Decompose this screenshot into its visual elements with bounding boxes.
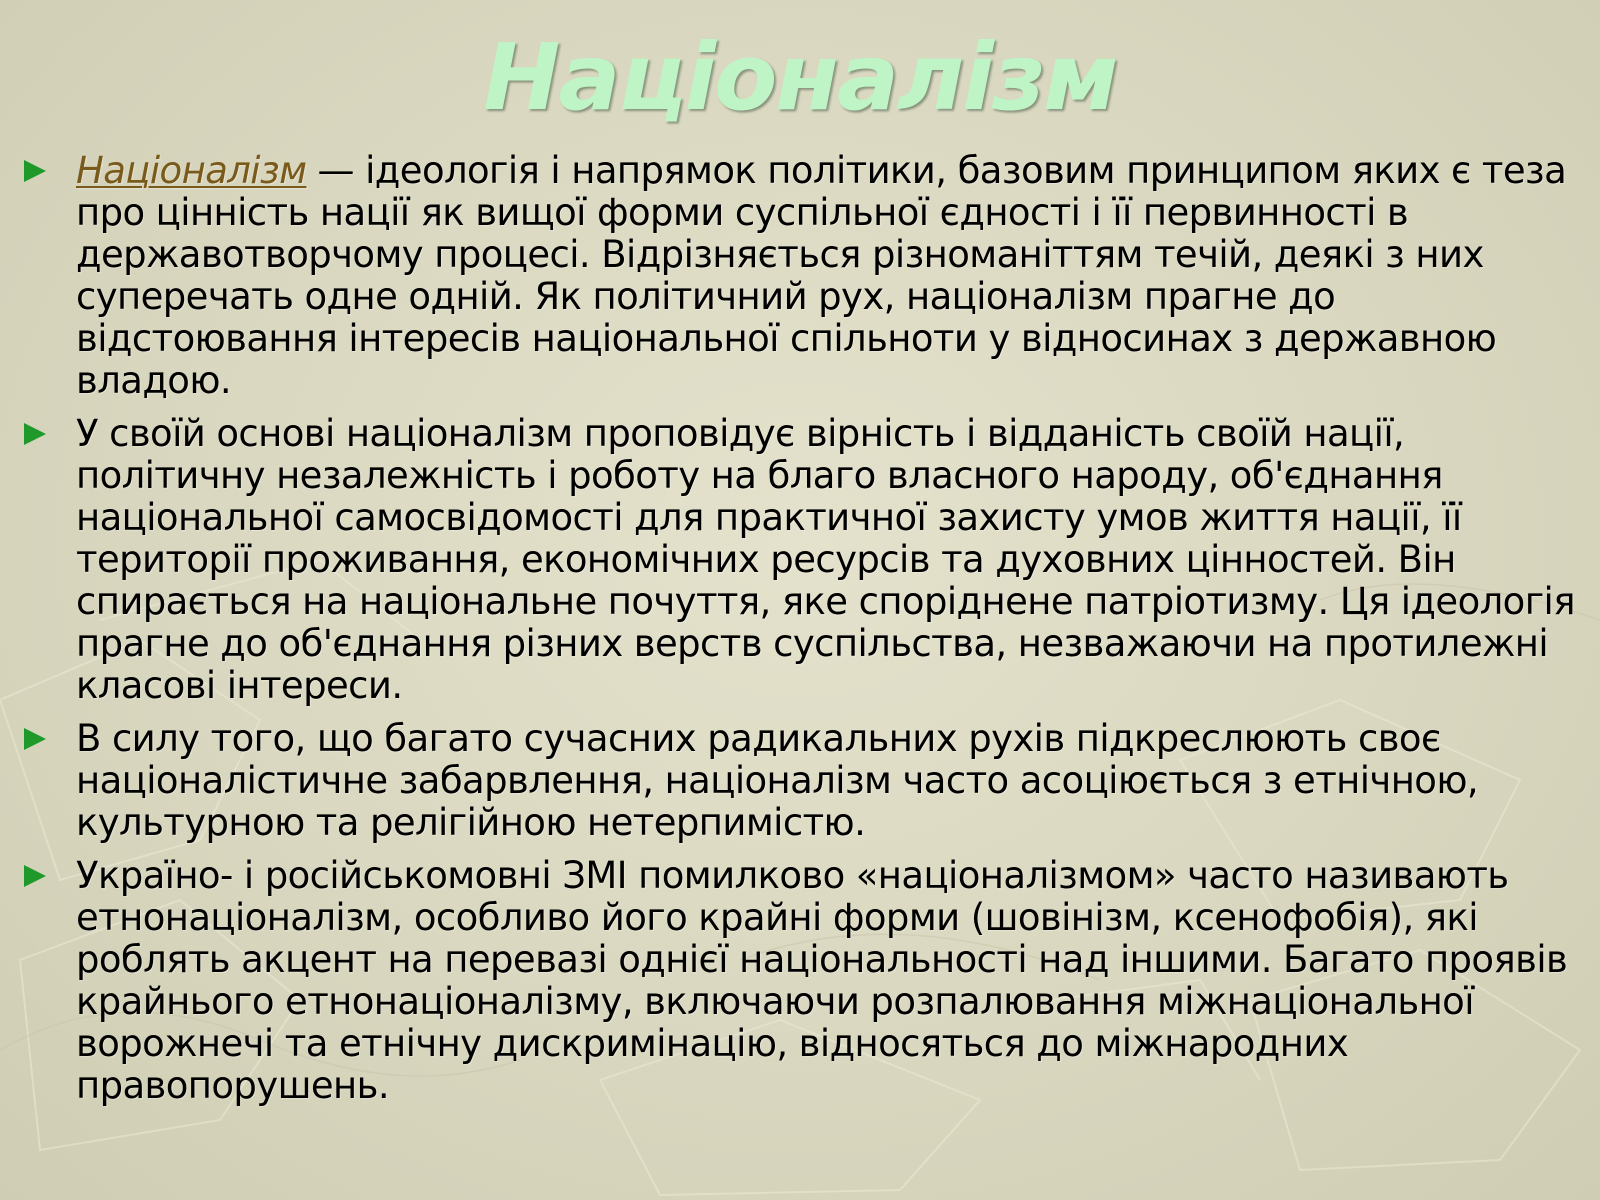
right-triangle-arrow-icon bbox=[22, 419, 48, 449]
bullet-item-definition bbox=[20, 150, 1585, 402]
right-triangle-arrow-icon bbox=[22, 724, 48, 754]
bullet-item-principles bbox=[20, 413, 1585, 707]
bullet-item-radical-movements bbox=[20, 718, 1585, 844]
bullet-text-definition: — ідеологія і напрямок політики, базовим принципом яких є теза про цінність нації як вищої форми суспільної єдності і її первинності в державотворчому процесі. Відрізняється різноманіттям течій, деякі з них суперечать одне одній. Як політичний рух, націоналізм прагне до відстоювання інтересів національної спільноти у відносинах з державною владою. bbox=[76, 149, 1567, 402]
right-triangle-arrow-icon bbox=[22, 156, 48, 186]
bullet-list bbox=[20, 150, 1585, 1118]
right-triangle-arrow-icon bbox=[22, 861, 48, 891]
nationalism-term-link[interactable]: Націоналізм bbox=[76, 149, 307, 192]
bullet-text-media: Україно- і російськомовні ЗМІ помилково «націоналізмом» часто називають етнонаціоналізм, особливо його крайні форми (шовінізм, ксенофобія), які роблять акцент на перевазі однієї національності над іншими. Багато проявів крайнього етнонаціоналізму, включаючи розпалювання міжнаціональної ворожнечі та етнічну дискримінацію, відносяться до міжнародних правопорушень. bbox=[76, 854, 1568, 1107]
slide-title: Націоналізм bbox=[483, 24, 1117, 131]
bullet-text-principles: У своїй основі націоналізм проповідує вірність і відданість своїй нації, політичну незалежність і роботу на благо власного народу, об'єднання національної самосвідомості для практичної захисту умов життя нації, її території проживання, економічних ресурсів та духовних цінностей. Він спирається на національне почуття, яке споріднене патріотизму. Ця ідеологія прагне до об'єднання різних верств суспільства, незважаючи на протилежні класові інтереси. bbox=[76, 412, 1575, 707]
bullet-item-media bbox=[20, 855, 1585, 1107]
bullet-text-radical-movements: В силу того, що багато сучасних радикальних рухів підкреслюють своє націоналістичне забарвлення, націоналізм часто асоціюється з етнічною, культурною та релігійною нетерпимістю. bbox=[76, 717, 1479, 844]
